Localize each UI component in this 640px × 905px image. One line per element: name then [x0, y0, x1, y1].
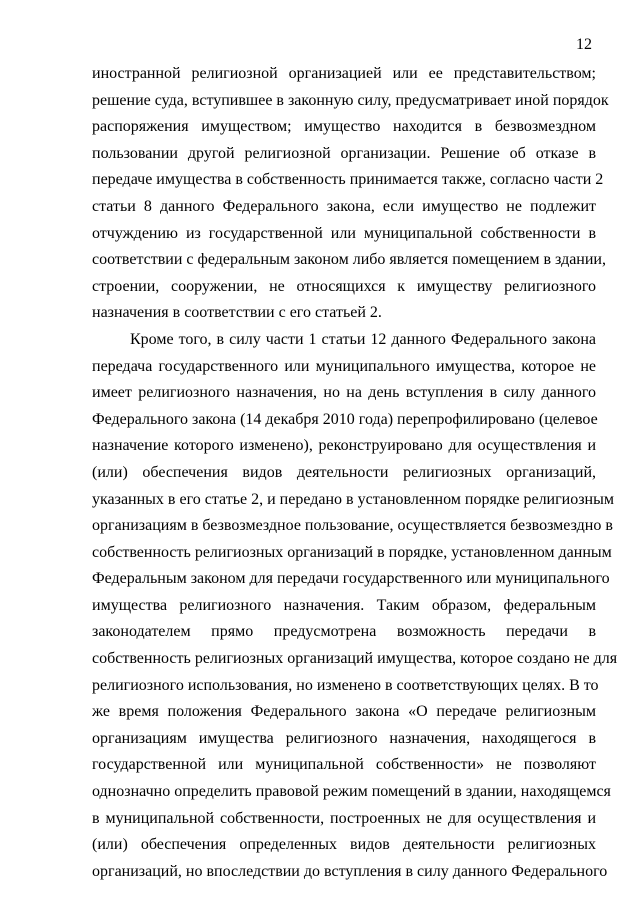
paragraph-1 [92, 61, 609, 327]
text-line: государственной или муниципальной собственности» не позволяют [92, 756, 596, 774]
text-line: имущества религиозного назначения. Таким образом, федеральным [92, 596, 596, 614]
text-line: однозначно определить правовой режим помещений в здании, находящемся [92, 783, 611, 801]
text-line: религиозного использования, но изменено в соответствующих целях. В то [92, 676, 599, 694]
text-line: передаче имущества в собственность принимается также, согласно части 2 [92, 171, 604, 189]
text-line: пользовании другой религиозной организации. Решение об отказе в [92, 144, 596, 162]
page-number: 12 [576, 36, 592, 53]
text-line: статьи 8 данного Федерального закона, если имущество не подлежит [92, 197, 596, 215]
text-line: организациям в безвозмездное пользование, осуществляется безвозмездно в [92, 517, 613, 535]
text-line: организаций, но впоследствии до вступления в силу данного Федерального [92, 862, 608, 880]
text-line: имеет религиозного назначения, но на день вступления в силу данного [92, 384, 596, 402]
paragraph-2 [92, 327, 618, 885]
text-line: иностранной религиозной организацией или ее представительством; [92, 65, 596, 82]
text-line: организациям имущества религиозного назначения, находящегося в [92, 729, 596, 747]
text-line: Кроме того, в силу части 1 статьи 12 данного Федерального закона [130, 330, 596, 348]
text-line: собственность религиозных организаций имущества, которое создано не для [92, 650, 618, 668]
text-line: строении, сооружении, не относящихся к имуществу религиозного [92, 277, 596, 295]
text-line: же время положения Федерального закона «О передаче религиозным [92, 703, 596, 721]
text-line: передача государственного или муниципального имущества, которое не [92, 357, 596, 375]
text-line: распоряжения имуществом; имущество находится в безвозмездном [92, 118, 596, 136]
text-line: законодателем прямо предусмотрена возможность передачи в [92, 623, 596, 641]
text-line: отчуждению из государственной или муниципальной собственности в [92, 224, 596, 242]
text-line: назначение которого изменено), реконструировано для осуществления и [92, 437, 596, 455]
document-body [92, 61, 618, 885]
text-line: Федерального закона (14 декабря 2010 года) перепрофилировано (целевое [92, 410, 598, 428]
text-line: указанных в его статье 2, и передано в установленном порядке религиозным [92, 490, 614, 508]
text-line: (или) обеспечения видов деятельности религиозных организаций, [92, 463, 596, 481]
text-line: Федеральным законом для передачи государственного или муниципального [92, 570, 610, 588]
text-line: соответствии с федеральным законом либо является помещением в здании, [92, 251, 606, 269]
text-line: в муниципальной собственности, построенных не для осуществления и [92, 809, 596, 827]
text-line: решение суда, вступившее в законную силу, предусматривает иной порядок [92, 91, 609, 109]
text-line: (или) обеспечения определенных видов деятельности религиозных [92, 836, 596, 854]
text-line: назначения в соответствии с его статьей 2. [92, 304, 382, 322]
text-line: собственность религиозных организаций в порядке, установленном данным [92, 543, 612, 561]
